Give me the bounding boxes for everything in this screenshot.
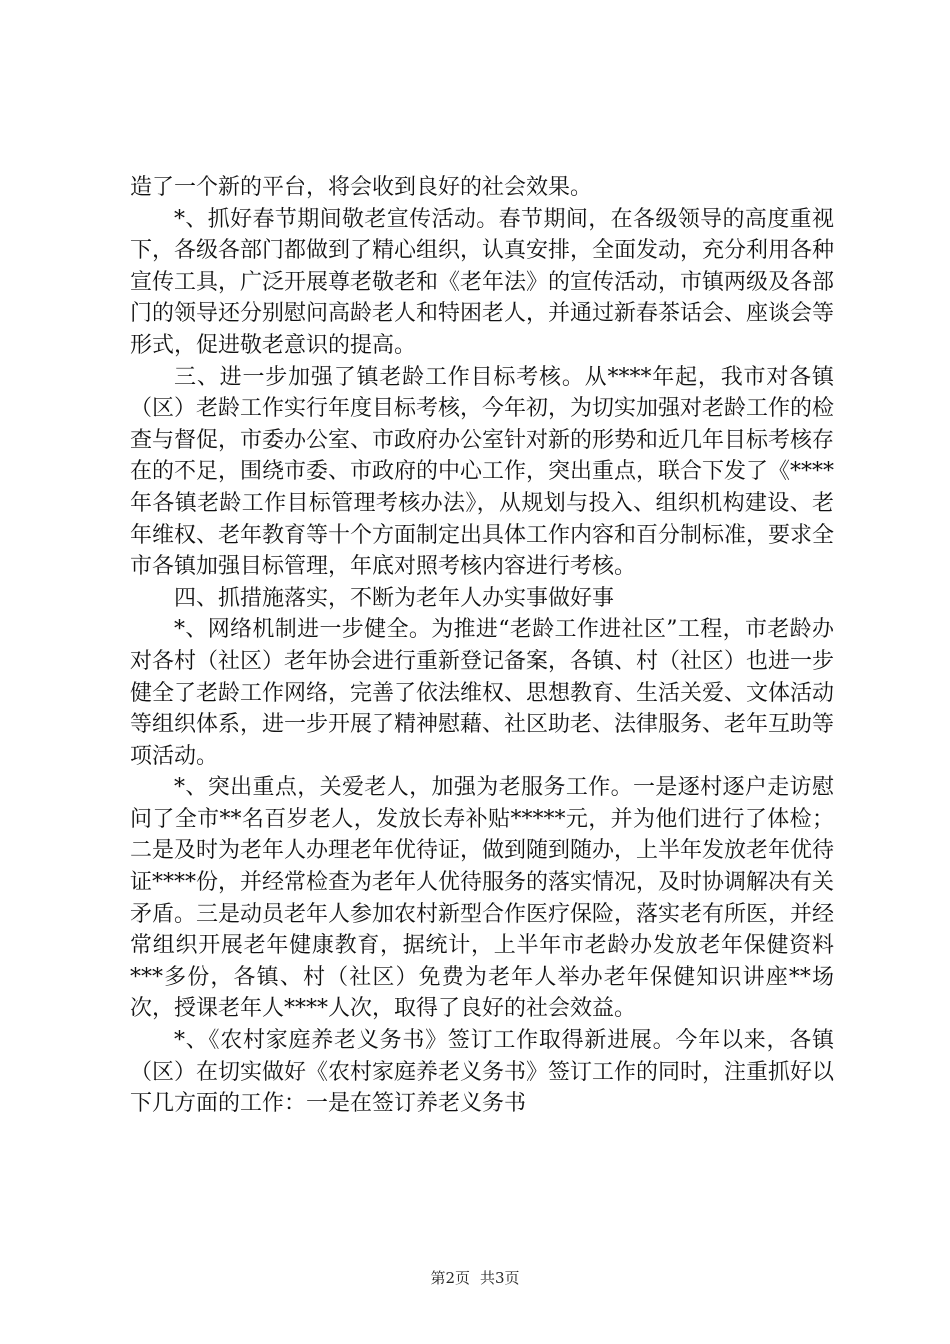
paragraph-section-four-heading: 四、抓措施落实，不断为老年人办实事做好事 xyxy=(174,585,615,611)
paragraph-continuation: 造了一个新的平台，将会收到良好的社会效果。 xyxy=(130,175,593,200)
paragraph-family-pension: *、《农村家庭养老义务书》签订工作取得新进展。今年以来，各镇（区）在切实做好《农村家庭养老义务书》签订工作的同时，注重抓好以下几方面的工作：一是在签订养老义务书 xyxy=(130,1028,835,1117)
paragraph-section-three: 三、进一步加强了镇老龄工作目标考核。从****年起，我市对各镇（区）老龄工作实行年度目标考核，今年初，为切实加强对老龄工作的检查与督促，市委办公室、市政府办公室针对新的形势和近几年目标考核存在的不足，围绕市委、市政府的中心工作，突出重点，联合下发了《****年各镇老龄工作目标管理考核办法》，从规划与投入、组织机构建设、老年维权、老年教育等十个方面制定出具体工作内容和百分制标准，要求全市各镇加强目标管理，年底对照考核内容进行考核。 xyxy=(130,364,835,580)
paragraph-network-mechanism: *、网络机制进一步健全。为推进“老龄工作进社区”工程，市老龄办对各村（社区）老年协会进行重新登记备案，各镇、村（社区）也进一步健全了老龄工作网络，完善了依法维权、思想教育、生活关爱、文体活动等组织体系，进一步开展了精神慰藉、社区助老、法律服务、老年互助等项活动。 xyxy=(130,617,835,769)
document-body xyxy=(130,172,834,1120)
paragraph-spring-festival: *、抓好春节期间敬老宣传活动。春节期间，在各级领导的高度重视下，各级各部门都做到了精心组织，认真安排，全面发动，充分利用各种宣传工具，广泛开展尊老敬老和《老年法》的宣传活动，市镇两级及各部门的领导还分别慰问高龄老人和特困老人，并通过新春茶话会、座谈会等形式，促进敬老意识的提高。 xyxy=(130,206,835,358)
page-total: 共3页 xyxy=(480,1269,520,1287)
page-footer xyxy=(0,1267,950,1288)
paragraph-elderly-services: *、突出重点，关爱老人，加强为老服务工作。一是逐村逐户走访慰问了全市**名百岁老人，发放长寿补贴*****元，并为他们进行了体检；二是及时为老年人办理老年优待证，做到随到随办，上半年发放老年优待证****份，并经常检查为老年人优待服务的落实情况，及时协调解决有关矛盾。三是动员老年人参加农村新型合作医疗保险，落实老有所医，并经常组织开展老年健康教育，据统计，上半年市老龄办发放老年保健资料***多份，各镇、村（社区）免费为老年人举办老年保健知识讲座**场次，授课老年人****人次，取得了良好的社会效益。 xyxy=(130,775,835,1022)
page-number: 第2页 xyxy=(430,1269,470,1287)
